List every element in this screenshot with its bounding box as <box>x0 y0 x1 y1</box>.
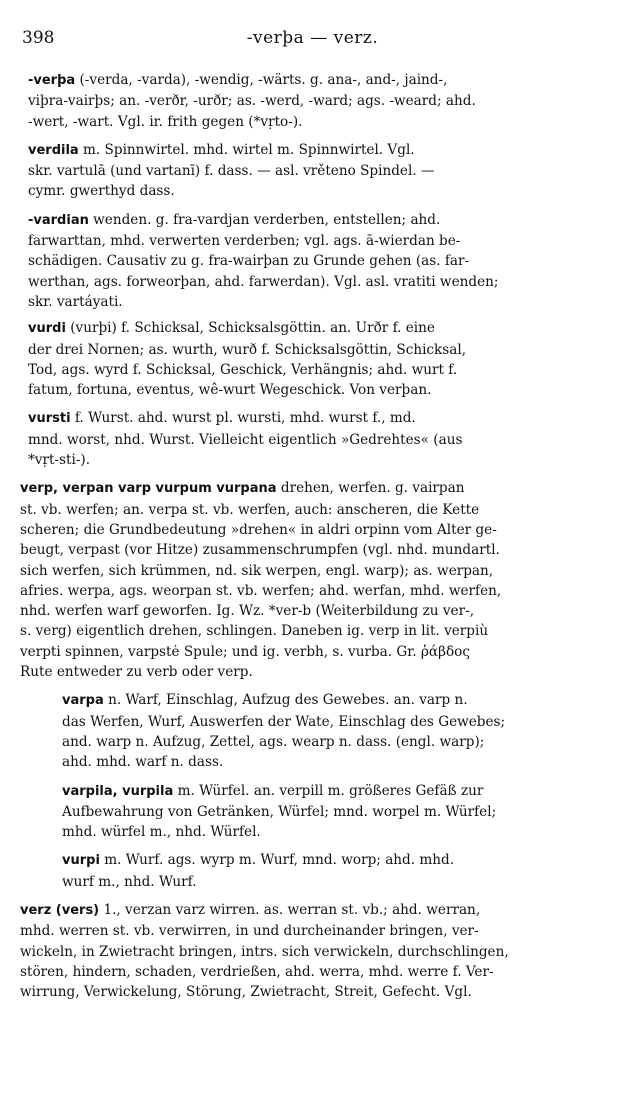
entry-verp <box>20 478 605 682</box>
entry-line: wurf m., nhd. Wurf. <box>62 873 197 890</box>
headword: verdila <box>28 142 79 158</box>
headword: vursti <box>28 411 71 427</box>
headword: -verþa <box>28 73 76 88</box>
entry-vurdi <box>28 318 611 400</box>
entry-verdila <box>28 140 611 202</box>
entry-varpa <box>62 690 605 772</box>
page-header <box>22 28 603 52</box>
entry-line: verdila m. Spinnwirtel. mhd. wirtel m. Spinnwirtel. Vgl. <box>28 141 415 158</box>
entry-line: st. vb. werfen; an. verpa st. vb. werfen, auch: anscheren, die Kette <box>20 501 480 518</box>
entry-line: verpti spinnen, varpstė Spule; und ig. verbh, s. vurba. Gr. ῥάβδος <box>20 643 470 660</box>
entry-line: -wert, -wart. Vgl. ir. frith gegen (*vṛto-). <box>28 113 303 130</box>
entry-line: vursti f. Wurst. ahd. wurst pl. wursti, mhd. wurst f., md. <box>28 410 416 427</box>
entry-line: skr. vartáyati. <box>28 293 123 310</box>
entry-line: viþra-vairþs; an. -verðr, -urðr; as. -werd, -ward; ags. -weard; ahd. <box>28 93 476 110</box>
entry-line: -verþa (-verda, -varda), -wendig, -wärts. g. ana-, and-, jaind-, <box>28 72 448 88</box>
entry-varpila <box>62 781 605 843</box>
entry-line: mhd. würfel m., nhd. Würfel. <box>62 824 261 841</box>
entry-line: skr. vartulā (und vartanī) f. dass. — asl. vrěteno Spindel. — <box>28 163 435 180</box>
entry-line: mhd. werren st. vb. verwirren, in und durcheinander bringen, ver- <box>20 923 479 940</box>
entry-line: afries. werpa, ags. weorpan st. vb. werfen; ahd. werfan, mhd. werfen, <box>20 582 502 599</box>
entry-line: fatum, fortuna, eventus, wê-wurt Wegeschick. Von verþan. <box>28 382 432 399</box>
headword: vurpi <box>62 853 100 869</box>
entry-line: wirrung, Verwickelung, Störung, Zwietracht, Streit, Gefecht. Vgl. <box>20 984 472 1001</box>
entry-line: Tod, ags. wyrd f. Schicksal, Geschick, Verhängnis; ahd. wurt f. <box>28 361 458 378</box>
entry-line: sich werfen, sich krümmen, nd. sik werpen, engl. warp); as. werpan, <box>20 562 494 579</box>
entry-line: -vardian wenden. g. fra-vardjan verderben, entstellen; ahd. <box>28 211 441 228</box>
entry-vurpi <box>62 850 605 892</box>
entry-line: werthan, ags. forweorþan, ahd. farwerdan). Vgl. asl. vratiti wenden; <box>28 273 499 290</box>
headword: vurdi <box>28 321 66 337</box>
headword: varpa <box>62 693 104 709</box>
entry-line: mnd. worst, nhd. Wurst. Vielleicht eigentlich »Gedrehtes« (aus <box>28 431 463 448</box>
entry-line: *vṛt-sti-). <box>28 452 91 469</box>
entry-line: stören, hindern, schaden, verdrießen, ahd. werra, mhd. werre f. Ver- <box>20 963 494 980</box>
headword: varpila, vurpila <box>62 783 174 799</box>
entry-line: s. verg) eigentlich drehen, schlingen. Daneben ig. verp in lit. verpiù <box>20 623 489 640</box>
headword: verz (vers) <box>20 902 100 918</box>
entry-vursti <box>28 408 611 470</box>
entry-line: das Werfen, Wurf, Auswerfen der Wate, Einschlag des Gewebes; <box>62 713 506 730</box>
entry-line: cymr. gwerthyd dass. <box>28 183 175 200</box>
headword: verp, verpan varp vurpum vurpana <box>20 481 277 497</box>
page-number: 398 <box>22 28 55 48</box>
entry-line: varpila, vurpila m. Würfel. an. verpill m. größeres Gefäß zur <box>62 782 484 799</box>
entry-line: Rute entweder zu verb oder verp. <box>20 664 253 681</box>
entry-line: vurdi (vurþi) f. Schicksal, Schicksalsgöttin. an. Urðr f. eine <box>28 320 435 337</box>
entry-line: der drei Nornen; as. wurth, wurð f. Schicksalsgöttin, Schicksal, <box>28 341 467 358</box>
running-head: -verþa — verz. <box>246 28 379 48</box>
entry-line: schädigen. Causativ zu g. fra-wairþan zu Grunde gehen (as. far- <box>28 253 470 270</box>
entry-line: wickeln, in Zwietracht bringen, intrs. sich verwickeln, durchschlingen, <box>20 943 509 960</box>
entry-line: scheren; die Grundbedeutung »drehen« in aldri orpinn vom Alter ge- <box>20 521 497 538</box>
entry-line: verz (vers) 1., verzan varz wirren. as. werran st. vb.; ahd. werran, <box>20 901 481 918</box>
entry-verz <box>20 900 605 1002</box>
headword: -vardian <box>28 212 89 228</box>
entry-line: vurpi m. Wurf. ags. wyrp m. Wurf, mnd. worp; ahd. mhd. <box>62 852 455 869</box>
entry-line: and. warp n. Aufzug, Zettel, ags. wearp n. dass. (engl. warp); <box>62 733 485 750</box>
entry-line: verp, verpan varp vurpum vurpana drehen, werfen. g. vairpan <box>20 480 465 497</box>
entry-vardian <box>28 210 611 312</box>
page-body <box>0 70 625 1002</box>
entry-line: farwarttan, mhd. verwerten verderben; vgl. ags. ā-wierdan be- <box>28 233 461 250</box>
entry-line: Aufbewahrung von Getränken, Würfel; mnd. worpel m. Würfel; <box>62 803 497 820</box>
entry-line: nhd. werfen warf geworfen. Ig. Wz. *ver-b (Weiterbildung zu ver-, <box>20 603 475 620</box>
entry-line: varpa n. Warf, Einschlag, Aufzug des Gewebes. an. varp n. <box>62 692 468 709</box>
entry-verpa-suffix <box>28 70 611 132</box>
entry-line: ahd. mhd. warf n. dass. <box>62 754 224 771</box>
entry-line: beugt, verpast (vor Hitze) zusammenschrumpfen (vgl. nhd. mundartl. <box>20 542 500 559</box>
